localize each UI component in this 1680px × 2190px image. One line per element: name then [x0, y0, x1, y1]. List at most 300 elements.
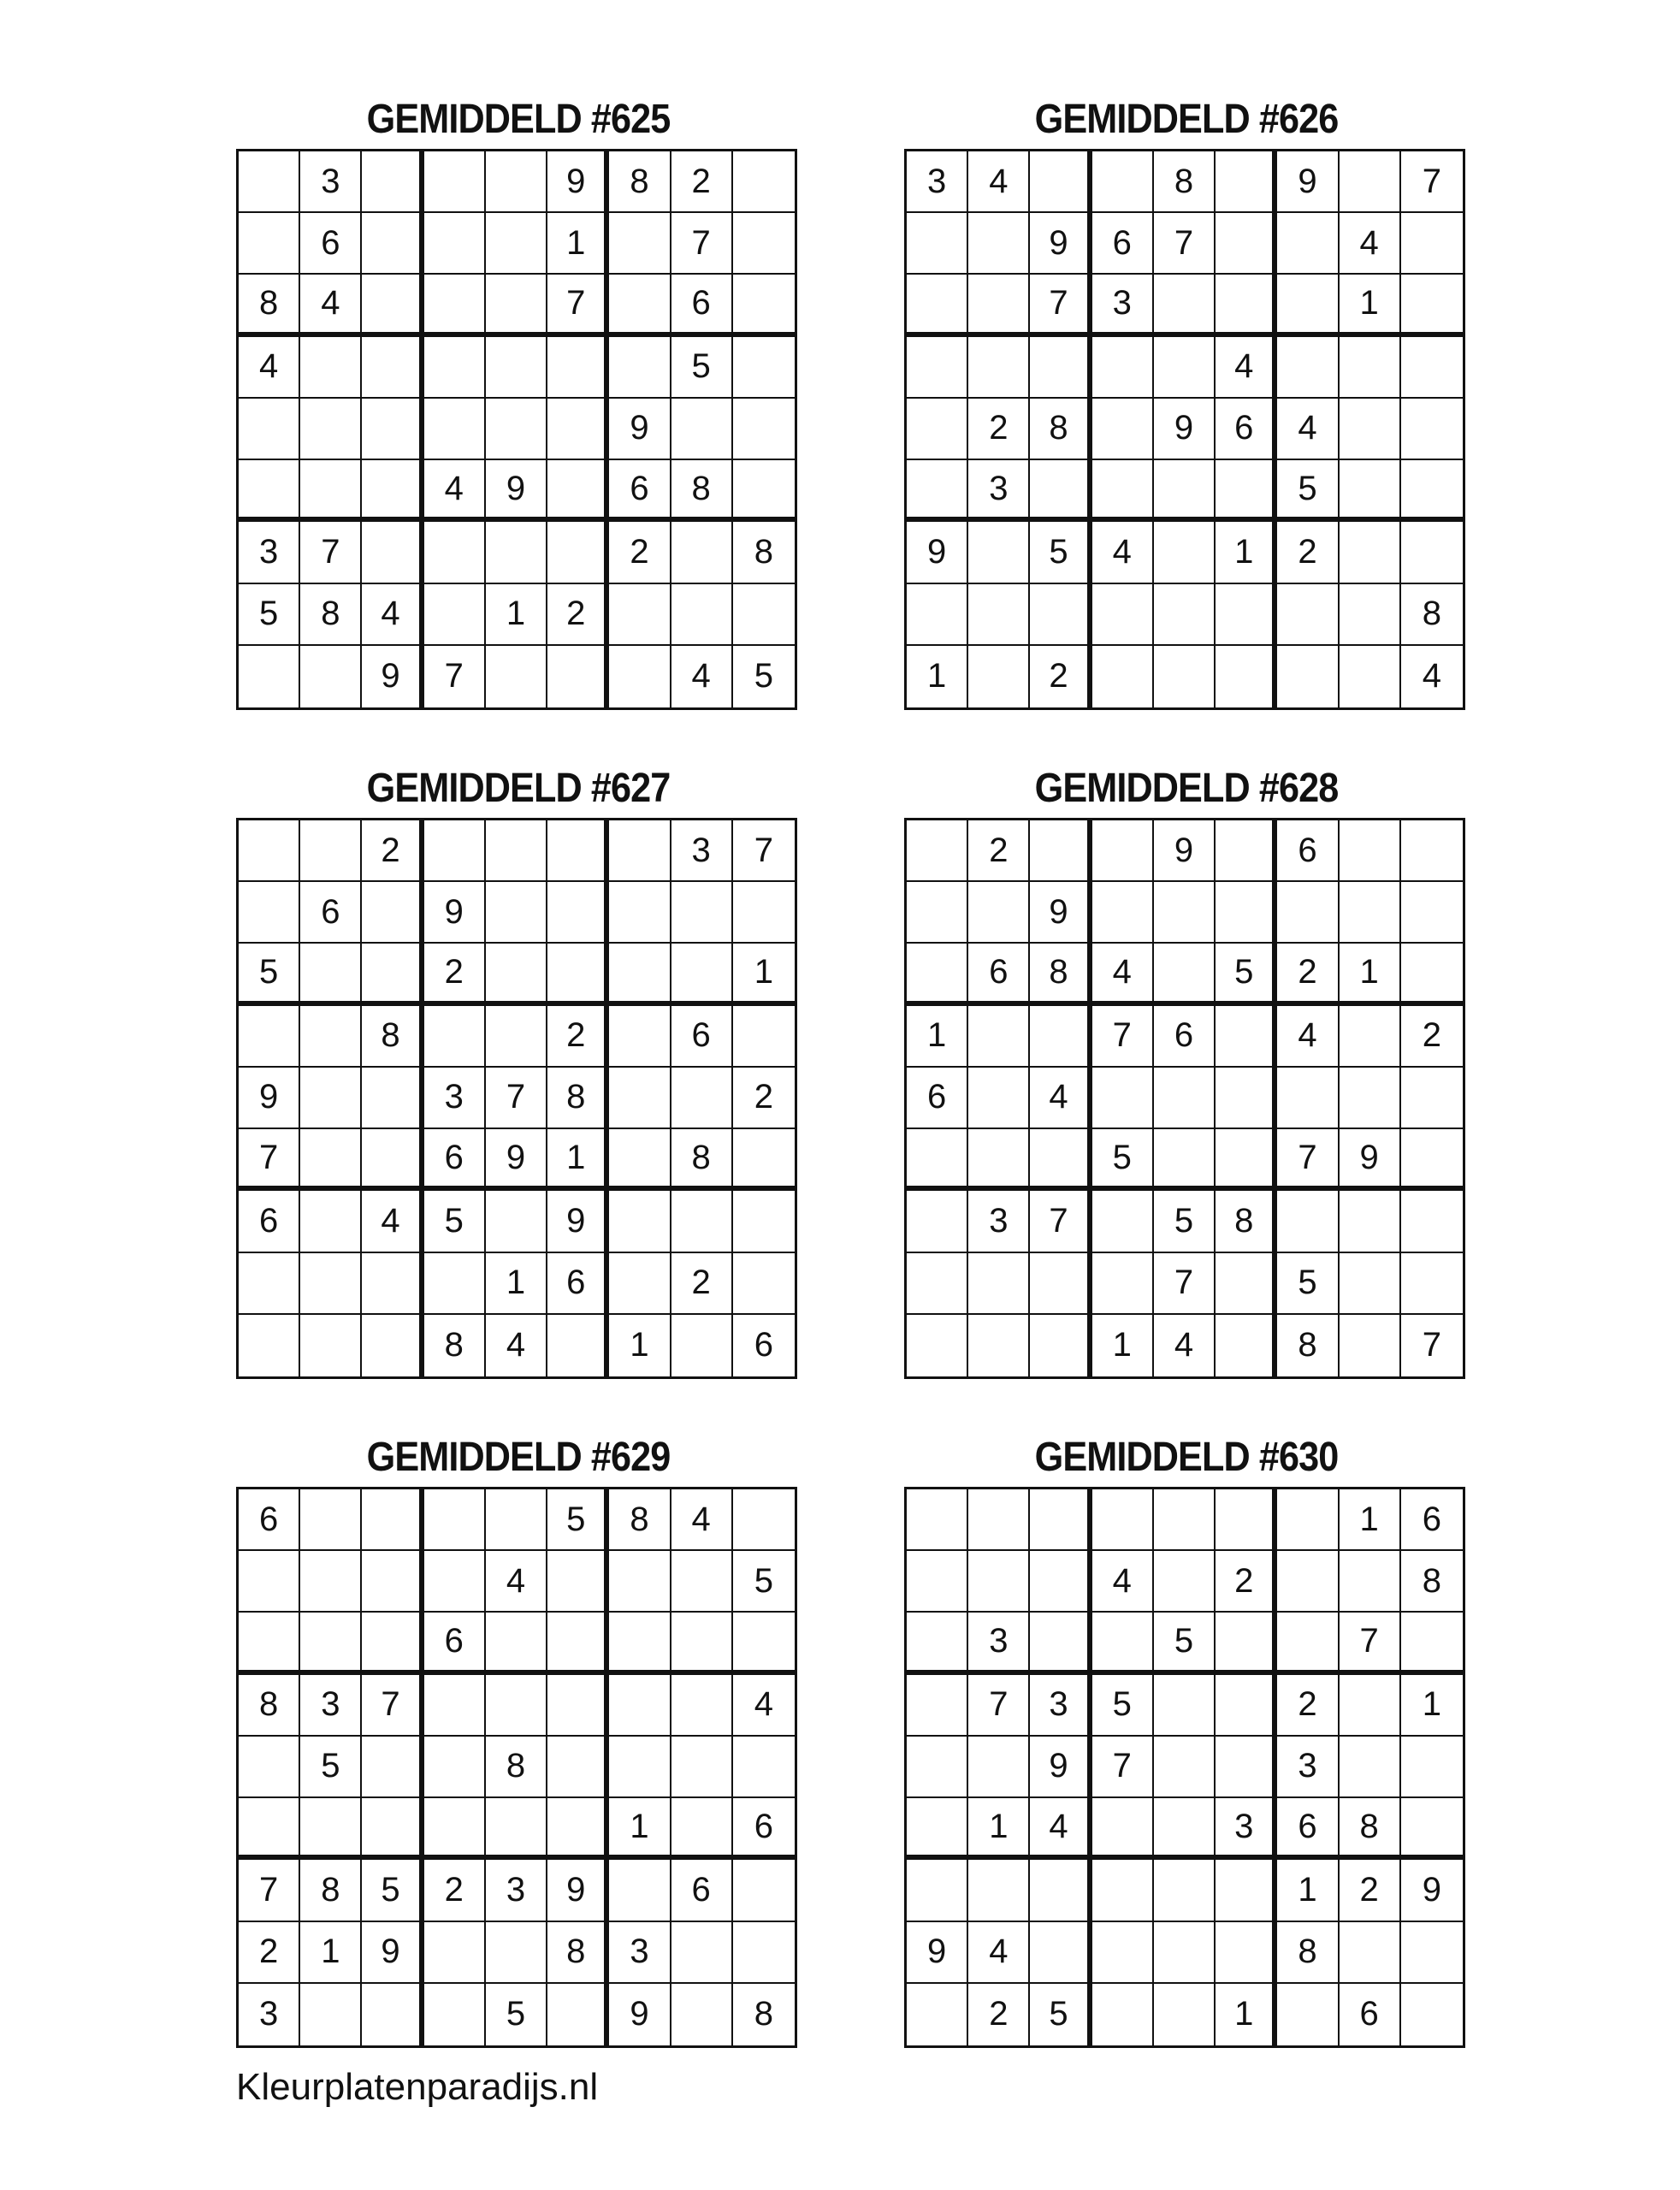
sudoku-cell — [300, 337, 362, 399]
sudoku-cell: 1 — [968, 1798, 1030, 1860]
sudoku-cell: 4 — [1277, 399, 1339, 460]
sudoku-cell — [1216, 275, 1277, 336]
sudoku-cell: 2 — [362, 820, 423, 882]
sudoku-cell — [907, 1191, 968, 1252]
sudoku-cell — [239, 1737, 300, 1798]
sudoku-cell — [1340, 646, 1401, 707]
sudoku-cell — [300, 1129, 362, 1191]
sudoku-cell: 6 — [671, 1860, 733, 1921]
sudoku-cell: 9 — [486, 1129, 547, 1191]
sudoku-cell: 3 — [1216, 1798, 1277, 1860]
sudoku-cell — [239, 646, 300, 707]
sudoku-cell: 8 — [1340, 1798, 1401, 1860]
sudoku-cell: 5 — [300, 1737, 362, 1798]
sudoku-cell — [968, 1315, 1030, 1376]
sudoku-cell: 5 — [1277, 460, 1339, 522]
sudoku-cell — [486, 337, 547, 399]
sudoku-cell — [1401, 275, 1463, 336]
sudoku-cell — [239, 213, 300, 275]
sudoku-cell — [300, 1068, 362, 1129]
sudoku-cell — [547, 646, 609, 707]
sudoku-cell: 4 — [362, 584, 423, 646]
sudoku-cell: 7 — [1030, 275, 1091, 336]
sudoku-cell — [968, 1860, 1030, 1921]
sudoku-cell — [1401, 337, 1463, 399]
sudoku-cell: 4 — [424, 460, 486, 522]
sudoku-cell — [968, 337, 1030, 399]
sudoku-cell — [1340, 1315, 1401, 1376]
sudoku-cell — [1154, 646, 1216, 707]
sudoku-cell — [239, 151, 300, 213]
sudoku-cell: 2 — [968, 820, 1030, 882]
sudoku-cell: 5 — [1092, 1675, 1154, 1737]
sudoku-cell — [1030, 460, 1091, 522]
sudoku-cell — [1092, 1191, 1154, 1252]
sudoku-cell — [362, 275, 423, 336]
sudoku-cell — [424, 337, 486, 399]
sudoku-cell: 7 — [1092, 1737, 1154, 1798]
sudoku-cell — [1340, 882, 1401, 944]
sudoku-cell: 1 — [1277, 1860, 1339, 1921]
sudoku-cell: 9 — [547, 1191, 609, 1252]
sudoku-cell: 5 — [1030, 522, 1091, 583]
sudoku-cell: 5 — [1030, 1984, 1091, 2045]
sudoku-cell — [1340, 460, 1401, 522]
sudoku-cell: 1 — [1216, 522, 1277, 583]
sudoku-cell: 6 — [1092, 213, 1154, 275]
sudoku-cell — [424, 1253, 486, 1315]
sudoku-cell — [671, 1798, 733, 1860]
sudoku-cell: 8 — [1216, 1191, 1277, 1252]
sudoku-cell: 9 — [239, 1068, 300, 1129]
sudoku-cell — [968, 646, 1030, 707]
sudoku-cell — [671, 1675, 733, 1737]
sudoku-cell — [239, 399, 300, 460]
sudoku-cell — [300, 1191, 362, 1252]
sudoku-cell — [1030, 151, 1091, 213]
sudoku-cell — [1340, 1191, 1401, 1252]
sudoku-cell — [907, 1675, 968, 1737]
sudoku-cell — [1340, 1675, 1401, 1737]
sudoku-cell — [1030, 820, 1091, 882]
sudoku-cell — [1277, 882, 1339, 944]
sudoku-cell — [239, 1798, 300, 1860]
sudoku-cell — [1216, 213, 1277, 275]
sudoku-cell — [424, 1675, 486, 1737]
sudoku-cell — [968, 1551, 1030, 1613]
sudoku-cell — [671, 584, 733, 646]
sudoku-cell — [1277, 1068, 1339, 1129]
puzzle-title: GEMIDDELD #627 — [366, 766, 671, 811]
sudoku-cell — [1030, 1551, 1091, 1613]
sudoku-cell: 3 — [424, 1068, 486, 1129]
sudoku-cell — [486, 522, 547, 583]
sudoku-cell — [1092, 882, 1154, 944]
sudoku-cell — [1092, 1068, 1154, 1129]
sudoku-cell: 2 — [1277, 522, 1339, 583]
sudoku-cell — [671, 882, 733, 944]
sudoku-cell — [1154, 337, 1216, 399]
sudoku-cell — [609, 882, 671, 944]
sudoku-cell: 9 — [547, 151, 609, 213]
sudoku-cell — [1154, 1922, 1216, 1984]
sudoku-cell: 5 — [486, 1984, 547, 2045]
sudoku-cell — [300, 820, 362, 882]
sudoku-cell — [968, 1129, 1030, 1191]
sudoku-cell: 1 — [1092, 1315, 1154, 1376]
sudoku-cell — [1092, 151, 1154, 213]
sudoku-cell: 8 — [362, 1006, 423, 1068]
sudoku-cell — [486, 646, 547, 707]
sudoku-cell — [1216, 1068, 1277, 1129]
sudoku-cell — [907, 1737, 968, 1798]
sudoku-cell — [1092, 399, 1154, 460]
sudoku-cell: 4 — [486, 1551, 547, 1613]
sudoku-cell: 6 — [424, 1613, 486, 1674]
puzzle-title: GEMIDDELD #626 — [1034, 97, 1339, 142]
sudoku-cell — [1092, 1613, 1154, 1674]
sudoku-cell: 6 — [1277, 1798, 1339, 1860]
sudoku-cell — [486, 944, 547, 1005]
sudoku-cell — [733, 1737, 795, 1798]
sudoku-cell — [1154, 584, 1216, 646]
sudoku-cell — [907, 1315, 968, 1376]
sudoku-cell: 6 — [1401, 1489, 1463, 1551]
sudoku-cell: 5 — [239, 944, 300, 1005]
sudoku-cell — [547, 1798, 609, 1860]
sudoku-cell: 6 — [671, 275, 733, 336]
sudoku-cell: 5 — [671, 337, 733, 399]
sudoku-cell — [362, 1613, 423, 1674]
sudoku-cell: 2 — [1216, 1551, 1277, 1613]
sudoku-cell — [239, 460, 300, 522]
sudoku-cell — [968, 213, 1030, 275]
sudoku-cell — [1154, 1737, 1216, 1798]
sudoku-cell — [1092, 460, 1154, 522]
sudoku-cell — [1277, 1551, 1339, 1613]
sudoku-cell: 7 — [1154, 213, 1216, 275]
sudoku-cell: 8 — [1030, 399, 1091, 460]
puzzle-title: GEMIDDELD #625 — [366, 97, 671, 142]
sudoku-cell — [300, 646, 362, 707]
sudoku-cell — [486, 1798, 547, 1860]
sudoku-cell — [424, 1922, 486, 1984]
sudoku-cell: 1 — [1340, 1489, 1401, 1551]
sudoku-cell — [907, 584, 968, 646]
sudoku-cell: 7 — [300, 522, 362, 583]
sudoku-cell: 6 — [239, 1489, 300, 1551]
sudoku-cell: 3 — [239, 522, 300, 583]
sudoku-cell — [239, 882, 300, 944]
sudoku-cell: 4 — [671, 646, 733, 707]
sudoku-cell — [362, 399, 423, 460]
sudoku-cell — [733, 1006, 795, 1068]
sudoku-cell — [907, 1253, 968, 1315]
sudoku-cell — [1154, 944, 1216, 1005]
sudoku-cell — [547, 1984, 609, 2045]
sudoku-cell: 1 — [733, 944, 795, 1005]
sudoku-cell: 6 — [754, 1326, 773, 1364]
puzzle-title: GEMIDDELD #630 — [1034, 1435, 1339, 1480]
sudoku-cell — [671, 1191, 733, 1252]
sudoku-cell — [362, 1798, 423, 1860]
sudoku-cell — [609, 275, 671, 336]
sudoku-cell: 2 — [671, 1253, 733, 1315]
sudoku-cell: 1 — [1216, 1984, 1277, 2045]
sudoku-cell: 1 — [1340, 275, 1401, 336]
sudoku-cell — [968, 1737, 1030, 1798]
sudoku-cell: 3 — [239, 1984, 300, 2045]
sudoku-cell — [1216, 646, 1277, 707]
sudoku-cell — [1092, 1798, 1154, 1860]
puzzle-title: GEMIDDELD #628 — [1034, 766, 1339, 811]
sudoku-cell — [239, 820, 300, 882]
sudoku-cell — [1092, 1860, 1154, 1921]
sudoku-cell — [300, 1489, 362, 1551]
sudoku-cell: 7 — [239, 1860, 300, 1921]
sudoku-cell — [486, 1191, 547, 1252]
sudoku-cell: 8 — [609, 1489, 671, 1551]
sudoku-cell — [362, 1737, 423, 1798]
sudoku-cell — [1030, 1922, 1091, 1984]
sudoku-cell: 4 — [1092, 522, 1154, 583]
sudoku-cell — [1401, 522, 1463, 583]
sudoku-cell: 7 — [486, 1068, 547, 1129]
sudoku-cell: 2 — [239, 1922, 300, 1984]
sudoku-cell — [1092, 337, 1154, 399]
sudoku-cell: 8 — [609, 151, 671, 213]
sudoku-cell: 6 — [1340, 1984, 1401, 2045]
sudoku-cell — [733, 1489, 795, 1551]
sudoku-cell — [424, 584, 486, 646]
sudoku-cell: 3 — [300, 151, 362, 213]
sudoku-cell — [300, 1551, 362, 1613]
sudoku-cell — [1092, 1922, 1154, 1984]
sudoku-cell — [1277, 1613, 1339, 1674]
sudoku-cell — [907, 944, 968, 1005]
sudoku-cell — [1401, 820, 1463, 882]
sudoku-cell — [609, 1068, 671, 1129]
sudoku-cell — [1340, 1551, 1401, 1613]
sudoku-cell — [547, 1315, 609, 1376]
sudoku-cell: 8 — [733, 522, 795, 583]
sudoku-cell — [968, 584, 1030, 646]
sudoku-cell: 8 — [300, 1860, 362, 1921]
sudoku-cell: 7 — [1277, 1129, 1339, 1191]
sudoku-cell — [733, 1191, 795, 1252]
sudoku-cell — [609, 1860, 671, 1921]
sudoku-cell — [733, 1613, 795, 1674]
sudoku-cell — [907, 213, 968, 275]
sudoku-cell — [1277, 1489, 1339, 1551]
sudoku-cell — [1030, 1860, 1091, 1921]
sudoku-cell: 9 — [609, 399, 671, 460]
sudoku-cell: 7 — [1154, 1253, 1216, 1315]
sudoku-cell — [733, 337, 795, 399]
sudoku-cell: 2 — [733, 1068, 795, 1129]
sudoku-cell: 2 — [609, 522, 671, 583]
sudoku-cell — [733, 460, 795, 522]
sudoku-cell — [1277, 337, 1339, 399]
sudoku-cell: 6 — [300, 213, 362, 275]
sudoku-cell — [547, 522, 609, 583]
sudoku-cell — [486, 1675, 547, 1737]
sudoku-cell — [1154, 1675, 1216, 1737]
sudoku-cell — [1401, 1068, 1463, 1129]
sudoku-cell: 8 — [671, 460, 733, 522]
sudoku-cell: 1 — [609, 1798, 671, 1860]
sudoku-cell: 5 — [1154, 1613, 1216, 1674]
sudoku-cell: 4 — [733, 1675, 795, 1737]
sudoku-cell — [1340, 1253, 1401, 1315]
sudoku-cell — [1340, 337, 1401, 399]
sudoku-cell — [424, 1798, 486, 1860]
sudoku-cell — [907, 337, 968, 399]
sudoku-cell: 9 — [907, 1922, 968, 1984]
sudoku-cell — [733, 1253, 795, 1315]
sudoku-cell — [1216, 151, 1277, 213]
sudoku-cell: 5 — [1092, 1129, 1154, 1191]
sudoku-cell — [1154, 1489, 1216, 1551]
sudoku-cell: 9 — [1340, 1129, 1401, 1191]
sudoku-cell: 5 — [239, 584, 300, 646]
sudoku-cell: 5 — [754, 657, 773, 695]
sudoku-cell — [1092, 646, 1154, 707]
sudoku-cell — [1340, 399, 1401, 460]
sudoku-cell — [609, 1613, 671, 1674]
sudoku-cell — [486, 399, 547, 460]
sudoku-cell: 4 — [1154, 1315, 1216, 1376]
sudoku-cell — [1216, 460, 1277, 522]
sudoku-cell: 2 — [1277, 1675, 1339, 1737]
sudoku-cell: 3 — [968, 1191, 1030, 1252]
sudoku-cell: 2 — [1401, 1006, 1463, 1068]
sudoku-cell: 9 — [1277, 151, 1339, 213]
sudoku-cell: 5 — [733, 1551, 795, 1613]
sudoku-cell — [547, 1737, 609, 1798]
sudoku-grid — [904, 1487, 1465, 2048]
sudoku-cell — [1401, 1737, 1463, 1798]
sudoku-cell — [362, 213, 423, 275]
sudoku-cell — [733, 1922, 795, 1984]
sudoku-cell — [362, 882, 423, 944]
sudoku-cell — [300, 944, 362, 1005]
sudoku-cell: 3 — [609, 1922, 671, 1984]
sudoku-cell — [1401, 882, 1463, 944]
sudoku-cell: 9 — [424, 882, 486, 944]
sudoku-cell — [1092, 820, 1154, 882]
sudoku-cell — [609, 337, 671, 399]
sudoku-cell — [671, 1922, 733, 1984]
sudoku-cell: 9 — [362, 646, 423, 707]
sudoku-cell — [486, 151, 547, 213]
sudoku-cell: 2 — [547, 584, 609, 646]
sudoku-cell — [1340, 151, 1401, 213]
sudoku-cell — [547, 399, 609, 460]
sudoku-cell: 6 — [1216, 399, 1277, 460]
sudoku-cell: 3 — [1092, 275, 1154, 336]
sudoku-cell — [1154, 460, 1216, 522]
sudoku-cell — [362, 1253, 423, 1315]
sudoku-cell: 1 — [547, 213, 609, 275]
sudoku-cell — [671, 1984, 733, 2045]
sudoku-cell — [547, 337, 609, 399]
sudoku-cell: 8 — [754, 1995, 773, 2033]
sudoku-cell — [362, 1551, 423, 1613]
sudoku-cell: 4 — [239, 337, 300, 399]
sudoku-cell — [968, 1006, 1030, 1068]
sudoku-cell — [1216, 882, 1277, 944]
sudoku-cell — [609, 584, 671, 646]
sudoku-cell — [239, 1551, 300, 1613]
sudoku-cell — [1340, 1922, 1401, 1984]
sudoku-cell — [733, 584, 795, 646]
sudoku-cell — [609, 1675, 671, 1737]
sudoku-cell — [1216, 1675, 1277, 1737]
sudoku-cell: 9 — [1154, 820, 1216, 882]
sudoku-cell: 7 — [1401, 151, 1463, 213]
sudoku-cell — [486, 213, 547, 275]
sudoku-cell — [1216, 1253, 1277, 1315]
sudoku-cell — [1030, 1489, 1091, 1551]
sudoku-cell — [424, 1984, 486, 2045]
sudoku-cell: 4 — [1030, 1068, 1091, 1129]
sudoku-cell — [300, 1798, 362, 1860]
sudoku-cell — [1154, 522, 1216, 583]
sudoku-cell: 2 — [671, 151, 733, 213]
sudoku-cell: 6 — [907, 1068, 968, 1129]
sudoku-cell — [733, 882, 795, 944]
sudoku-cell — [424, 275, 486, 336]
sudoku-cell: 1 — [300, 1922, 362, 1984]
sudoku-cell — [424, 213, 486, 275]
sudoku-cell: 4 — [300, 275, 362, 336]
sudoku-cell: 7 — [424, 646, 486, 707]
sudoku-cell — [1154, 1798, 1216, 1860]
sudoku-cell — [1154, 275, 1216, 336]
sudoku-cell — [1216, 820, 1277, 882]
sudoku-cell: 4 — [1216, 337, 1277, 399]
sudoku-cell — [1340, 820, 1401, 882]
sudoku-cell — [907, 820, 968, 882]
sudoku-cell — [671, 522, 733, 583]
sudoku-cell: 8 — [486, 1737, 547, 1798]
sudoku-cell — [547, 1613, 609, 1674]
sudoku-cell: 9 — [486, 460, 547, 522]
sudoku-cell: 4 — [671, 1489, 733, 1551]
sudoku-cell — [424, 522, 486, 583]
sudoku-cell — [547, 1675, 609, 1737]
sudoku-cell — [907, 1489, 968, 1551]
sudoku-cell — [547, 820, 609, 882]
sudoku-cell — [1340, 1737, 1401, 1798]
sudoku-cell — [671, 399, 733, 460]
sudoku-cell — [1154, 1860, 1216, 1921]
sudoku-cell — [300, 1984, 362, 2045]
sudoku-cell — [1216, 1315, 1277, 1376]
sudoku-cell — [1216, 584, 1277, 646]
sudoku-cell — [907, 275, 968, 336]
sudoku-cell: 5 — [1154, 1191, 1216, 1252]
sudoku-cell: 1 — [486, 584, 547, 646]
sudoku-cell — [671, 944, 733, 1005]
sudoku-cell — [671, 1737, 733, 1798]
sudoku-cell: 8 — [1030, 944, 1091, 1005]
sudoku-cell — [733, 275, 795, 336]
sudoku-cell — [609, 1253, 671, 1315]
sudoku-cell — [300, 399, 362, 460]
sudoku-cell — [300, 460, 362, 522]
